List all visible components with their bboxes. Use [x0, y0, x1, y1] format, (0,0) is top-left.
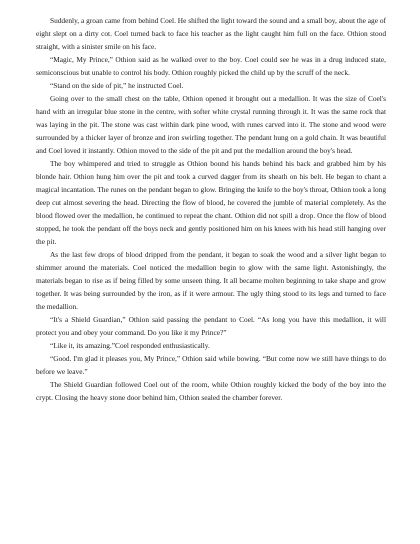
paragraph-6: As the last few drops of blood dripped from the pendant, it began to soak the wood and a silver light began to shimmer around the materials. Coel noticed the medallion begin to glow with the same light. Astonishingly, the materials began to rise as if being filled by some unseen thing. It all became molten beginning to take shape and grow together. It was being surrounded by the iron, as if it were armour. The ugly thing stood to its legs and turned to face the medallion.: [36, 250, 386, 311]
paragraph-5: The boy whimpered and tried to struggle as Othion bound his hands behind his back and grabbed him by his blonde hair. Othion hung him over the pit and took a curved dagger from its sheath on his belt. He began to chant a magical incantation. The runes on the pendant began to glow. Bringing the knife to the boy's throat, Othion took a long deep cut almost severing the head. Directing the flow of blood, he covered the jumble of material completely. As the blood flowed over the medallion, he continued to repeat the chant. Othion did not spill a drop. Once the flow of blood stopped, he took the pendant off the boys neck and gently positioned him on his knees with his head still hanging over the pit.: [36, 159, 386, 246]
paragraph-3: “Stand on the side of pit,” he instructed Coel.: [50, 81, 184, 90]
paragraph-2: “Magic, My Prince,” Othion said as he walked over to the boy. Coel could see he was in a drug induced state, semiconscious but unable to control his body. Othion roughly picked the child up by the scruff of the neck.: [36, 55, 386, 77]
paragraph-7: “It's a Shield Guardian,” Othion said passing the pendant to Coel. “As long you have this medallion, it will protect you and obey your command. Do you like it my Prince?”: [36, 315, 386, 337]
paragraph-4: Going over to the small chest on the table, Othion opened it brought out a medallion. It was the size of Coel's hand with an irregular blue stone in the centre, with softer white crystal running through it. It was the same rock that was laying in the pit. The stone was cast within dark pine wood, with runes carved into it. The stone and wood were surrounded by a thicker layer of bronze and iron swirling together. The pendant hung on a gold chain. It was beautiful and Coel loved it instantly. Othion moved to the side of the pit and put the medallion around the boy's head.: [36, 94, 386, 155]
document-page: [36, 14, 386, 404]
paragraph-8: “Like it, its amazing.”Coel responded enthusiastically.: [50, 341, 210, 350]
paragraph-9: “Good. I'm glad it pleases you, My Prince,” Othion said while bowing. “But come now we still have things to do before we leave.”: [36, 354, 386, 376]
paragraph-10: The Shield Guardian followed Coel out of the room, while Othion roughly kicked the body of the boy into the crypt. Closing the heavy stone door behind him, Othion sealed the chamber forever.: [36, 380, 386, 402]
paragraph-1: Suddenly, a groan came from behind Coel. He shifted the light toward the sound and a small boy, about the age of eight slept on a dirty cot. Coel turned back to face his teacher as the light caught him full on the face. Othion stood straight, with a sinister smile on his face.: [36, 16, 386, 51]
